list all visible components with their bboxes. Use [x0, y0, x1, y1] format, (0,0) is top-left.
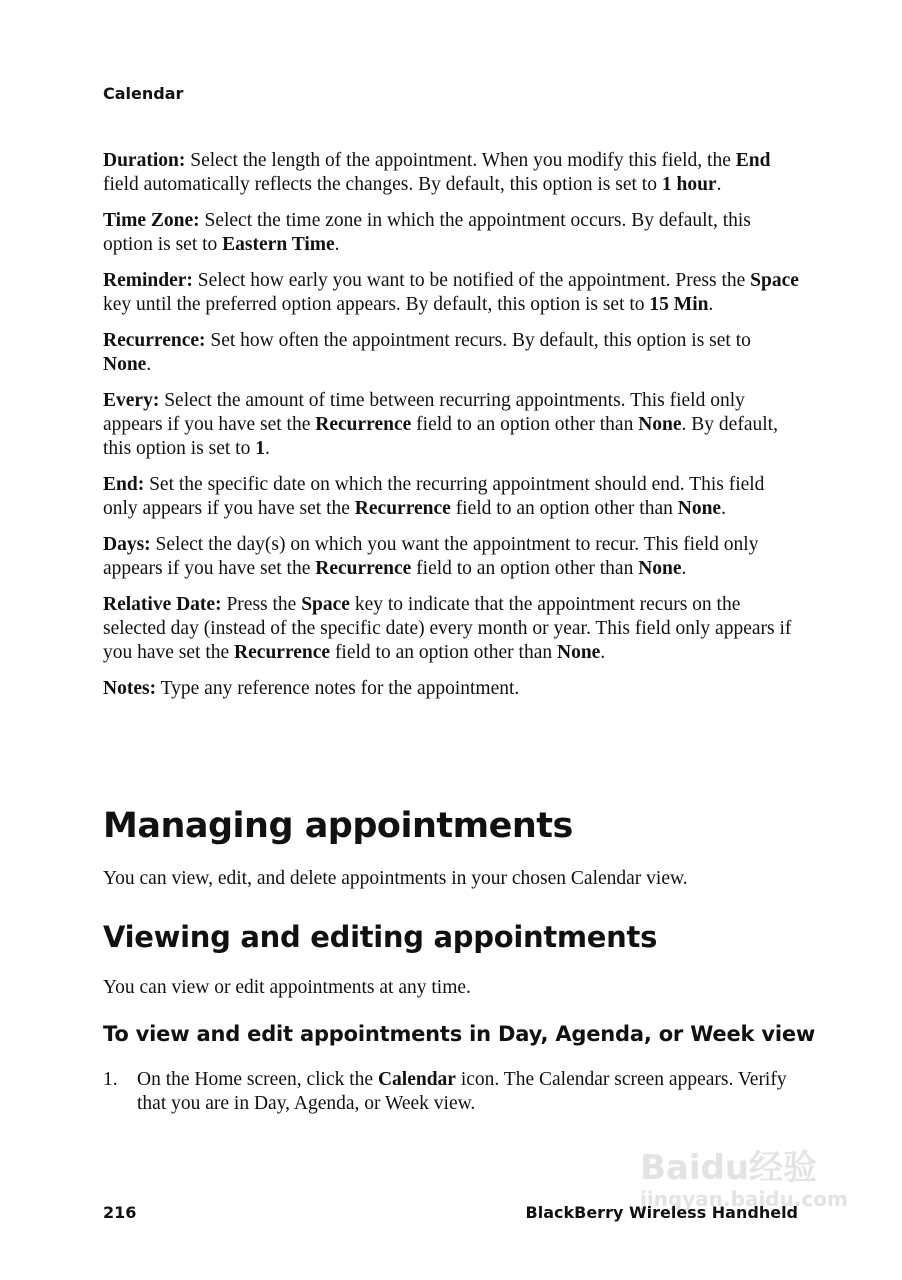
bold-term: None	[677, 498, 722, 519]
field-description	[103, 389, 803, 461]
bold-term: 1 hour	[661, 174, 717, 195]
text-run: Select the day(s) on which you want the appointment to recur. This field only appears if you have set the	[103, 534, 759, 579]
bold-term: None	[556, 642, 601, 663]
text-run: key to indicate that the appointment recurs on the selected day (instead of the specific date) every month or year. This field only appears if you have set the	[103, 594, 792, 663]
bold-term: None	[103, 354, 147, 375]
text-run: field automatically reflects the changes. By default, this option is set to	[103, 174, 662, 195]
bold-term: End:	[103, 474, 145, 495]
step-number: 1.	[103, 1069, 118, 1090]
bold-term: Calendar	[377, 1069, 456, 1090]
procedure-heading: To view and edit appointments in Day, Agenda, or Week view	[103, 1022, 816, 1046]
text-run: .	[681, 558, 687, 579]
text-run: Set the specific date on which the recurring appointment should end. This field only appears if you have set the	[103, 474, 765, 519]
bold-term: 1	[255, 438, 265, 459]
subsection-heading-viewing: Viewing and editing appointments	[103, 920, 658, 954]
bold-term: Duration:	[103, 150, 186, 171]
text-run: On the Home screen, click the	[137, 1069, 378, 1090]
text-run: Type any reference notes for the appointment.	[156, 678, 520, 699]
text-run: Select how early you want to be notified of the appointment. Press the	[192, 270, 751, 291]
bold-term: Recurrence	[315, 558, 412, 579]
text-run: . By default, this option is set to	[103, 414, 778, 459]
text-run: Select the amount of time between recurring appointments. This field only appears if you have set the	[103, 390, 745, 435]
text-run: field to an option other than	[411, 558, 639, 579]
text-run: .	[716, 174, 722, 195]
book-title: BlackBerry Wireless Handheld	[525, 1203, 798, 1222]
managing-intro: You can view, edit, and delete appointments in your chosen Calendar view.	[103, 868, 688, 889]
text-run: Press the	[221, 594, 302, 615]
field-description	[103, 329, 803, 377]
bold-term: Recurrence	[234, 642, 331, 663]
field-description	[103, 677, 803, 701]
step-text	[137, 1068, 803, 1116]
bold-term: Recurrence:	[103, 330, 206, 351]
bold-term: Reminder:	[103, 270, 193, 291]
text-run: Select the time zone in which the appointment occurs. By default, this option is set to	[103, 210, 751, 255]
text-run: .	[708, 294, 714, 315]
bold-term: Space	[301, 594, 350, 615]
bold-term: Recurrence	[354, 498, 451, 519]
text-run: .	[146, 354, 152, 375]
bold-term: None	[638, 558, 682, 579]
text-run: field to an option other than	[450, 498, 678, 519]
procedure-step	[103, 1068, 803, 1116]
baidu-watermark-logo: Baidu经验 jingyan.baidu.com	[640, 1148, 848, 1211]
field-description	[103, 473, 803, 521]
field-descriptions	[103, 149, 803, 713]
text-run: .	[334, 234, 340, 255]
viewing-intro: You can view or edit appointments at any time.	[103, 977, 471, 998]
text-run: .	[600, 642, 606, 663]
text-run: field to an option other than	[330, 642, 557, 663]
bold-term: Time Zone:	[103, 210, 200, 231]
bold-term: End	[735, 150, 771, 171]
section-heading-managing: Managing appointments	[103, 806, 573, 846]
bold-term: Space	[750, 270, 799, 291]
field-description	[103, 533, 803, 581]
text-run: field to an option other than	[411, 414, 639, 435]
text-run: icon. The Calendar screen appears. Verify that you are in Day, Agenda, or Week view.	[137, 1069, 787, 1114]
text-run: Set how often the appointment recurs. By default, this option is set to	[205, 330, 751, 351]
bold-term: Days:	[103, 534, 151, 555]
field-description	[103, 149, 803, 197]
field-description	[103, 593, 803, 665]
field-description	[103, 269, 803, 317]
bold-term: Recurrence	[315, 414, 412, 435]
text-run: Select the length of the appointment. When you modify this field, the	[185, 150, 736, 171]
text-run: .	[721, 498, 726, 519]
bold-term: Eastern Time	[222, 234, 335, 255]
bold-term: Notes:	[103, 678, 157, 699]
field-description	[103, 209, 803, 257]
text-run: key until the preferred option appears. By default, this option is set to	[103, 294, 650, 315]
bold-term: None	[638, 414, 682, 435]
bold-term: Relative Date:	[103, 594, 222, 615]
text-run: .	[264, 438, 270, 459]
bold-term: Every:	[103, 390, 160, 411]
running-head: Calendar	[103, 84, 184, 103]
page-number: 216	[103, 1203, 137, 1222]
bold-term: 15 Min	[649, 294, 709, 315]
